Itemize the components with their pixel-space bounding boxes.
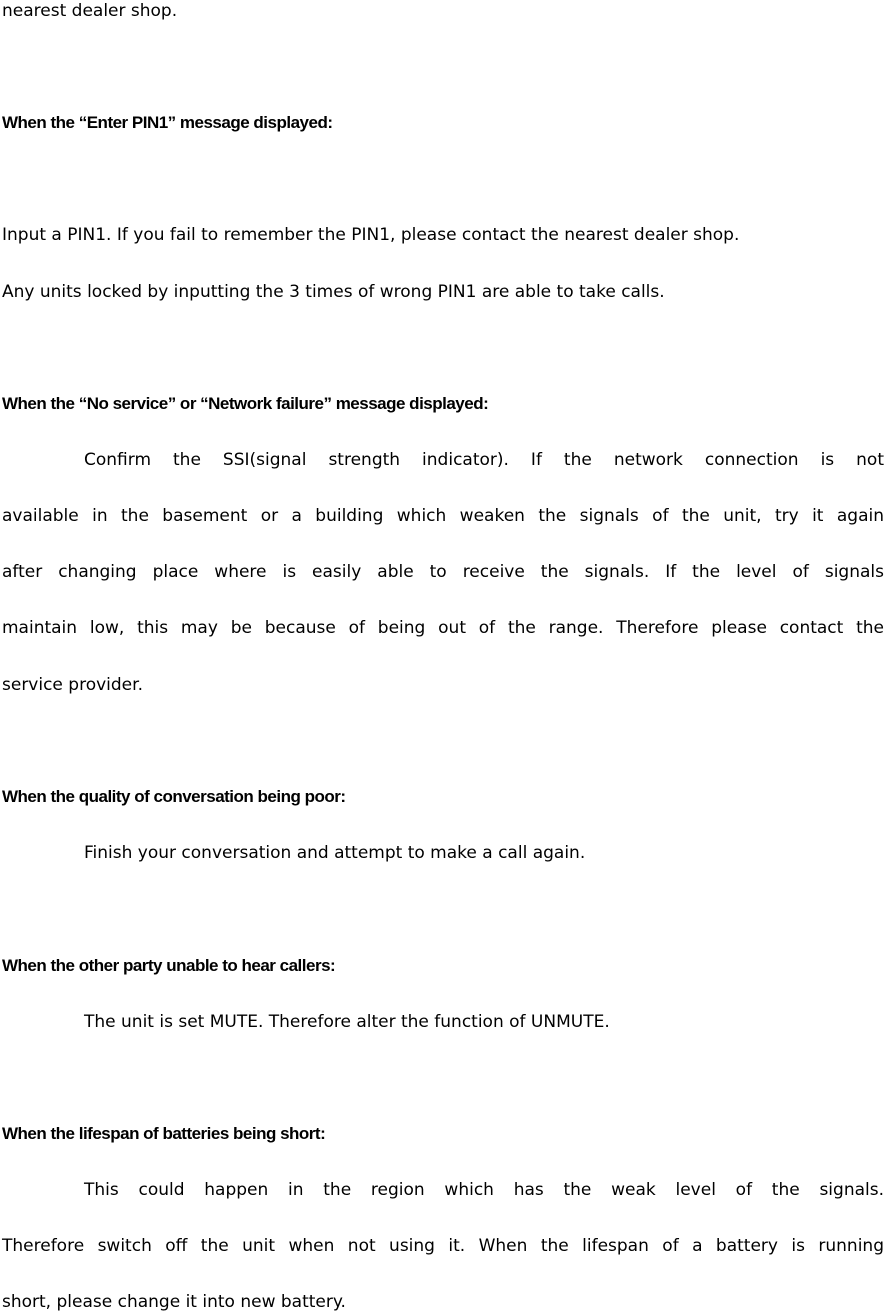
section-heading-battery: When the lifespan of batteries being short: — [2, 1124, 326, 1143]
text-line: service provider. — [2, 675, 143, 695]
section-heading-no-service: When the “No service” or “Network failure” message displayed: — [2, 394, 489, 413]
text-line: Therefore switch off the unit when not using it. When the lifespan of a battery is running — [2, 1236, 884, 1256]
text-line: maintain low, this may be because of being out of the range. Therefore please contact the — [2, 618, 884, 638]
text-line: after changing place where is easily able to receive the signals. If the level of signals — [2, 562, 884, 582]
text-line: nearest dealer shop. — [2, 1, 178, 21]
text-line: Input a PIN1. If you fail to remember the PIN1, please contact the nearest dealer shop. — [2, 225, 740, 245]
text-line: Confirm the SSI(signal strength indicator). If the network connection is not — [84, 450, 884, 470]
text-line: available in the basement or a building which weaken the signals of the unit, try it again — [2, 506, 884, 526]
section-heading-other-party: When the other party unable to hear callers: — [2, 956, 336, 975]
text-line: Finish your conversation and attempt to make a call again. — [84, 843, 586, 863]
text-line: This could happen in the region which has the weak level of the signals. — [84, 1180, 884, 1200]
section-heading-quality-poor: When the quality of conversation being poor: — [2, 787, 346, 806]
text-line: The unit is set MUTE. Therefore alter the function of UNMUTE. — [84, 1012, 610, 1032]
text-line: short, please change it into new battery. — [2, 1292, 346, 1312]
text-line: Any units locked by inputting the 3 times of wrong PIN1 are able to take calls. — [2, 282, 665, 302]
section-heading-enter-pin1: When the “Enter PIN1” message displayed: — [2, 113, 333, 132]
